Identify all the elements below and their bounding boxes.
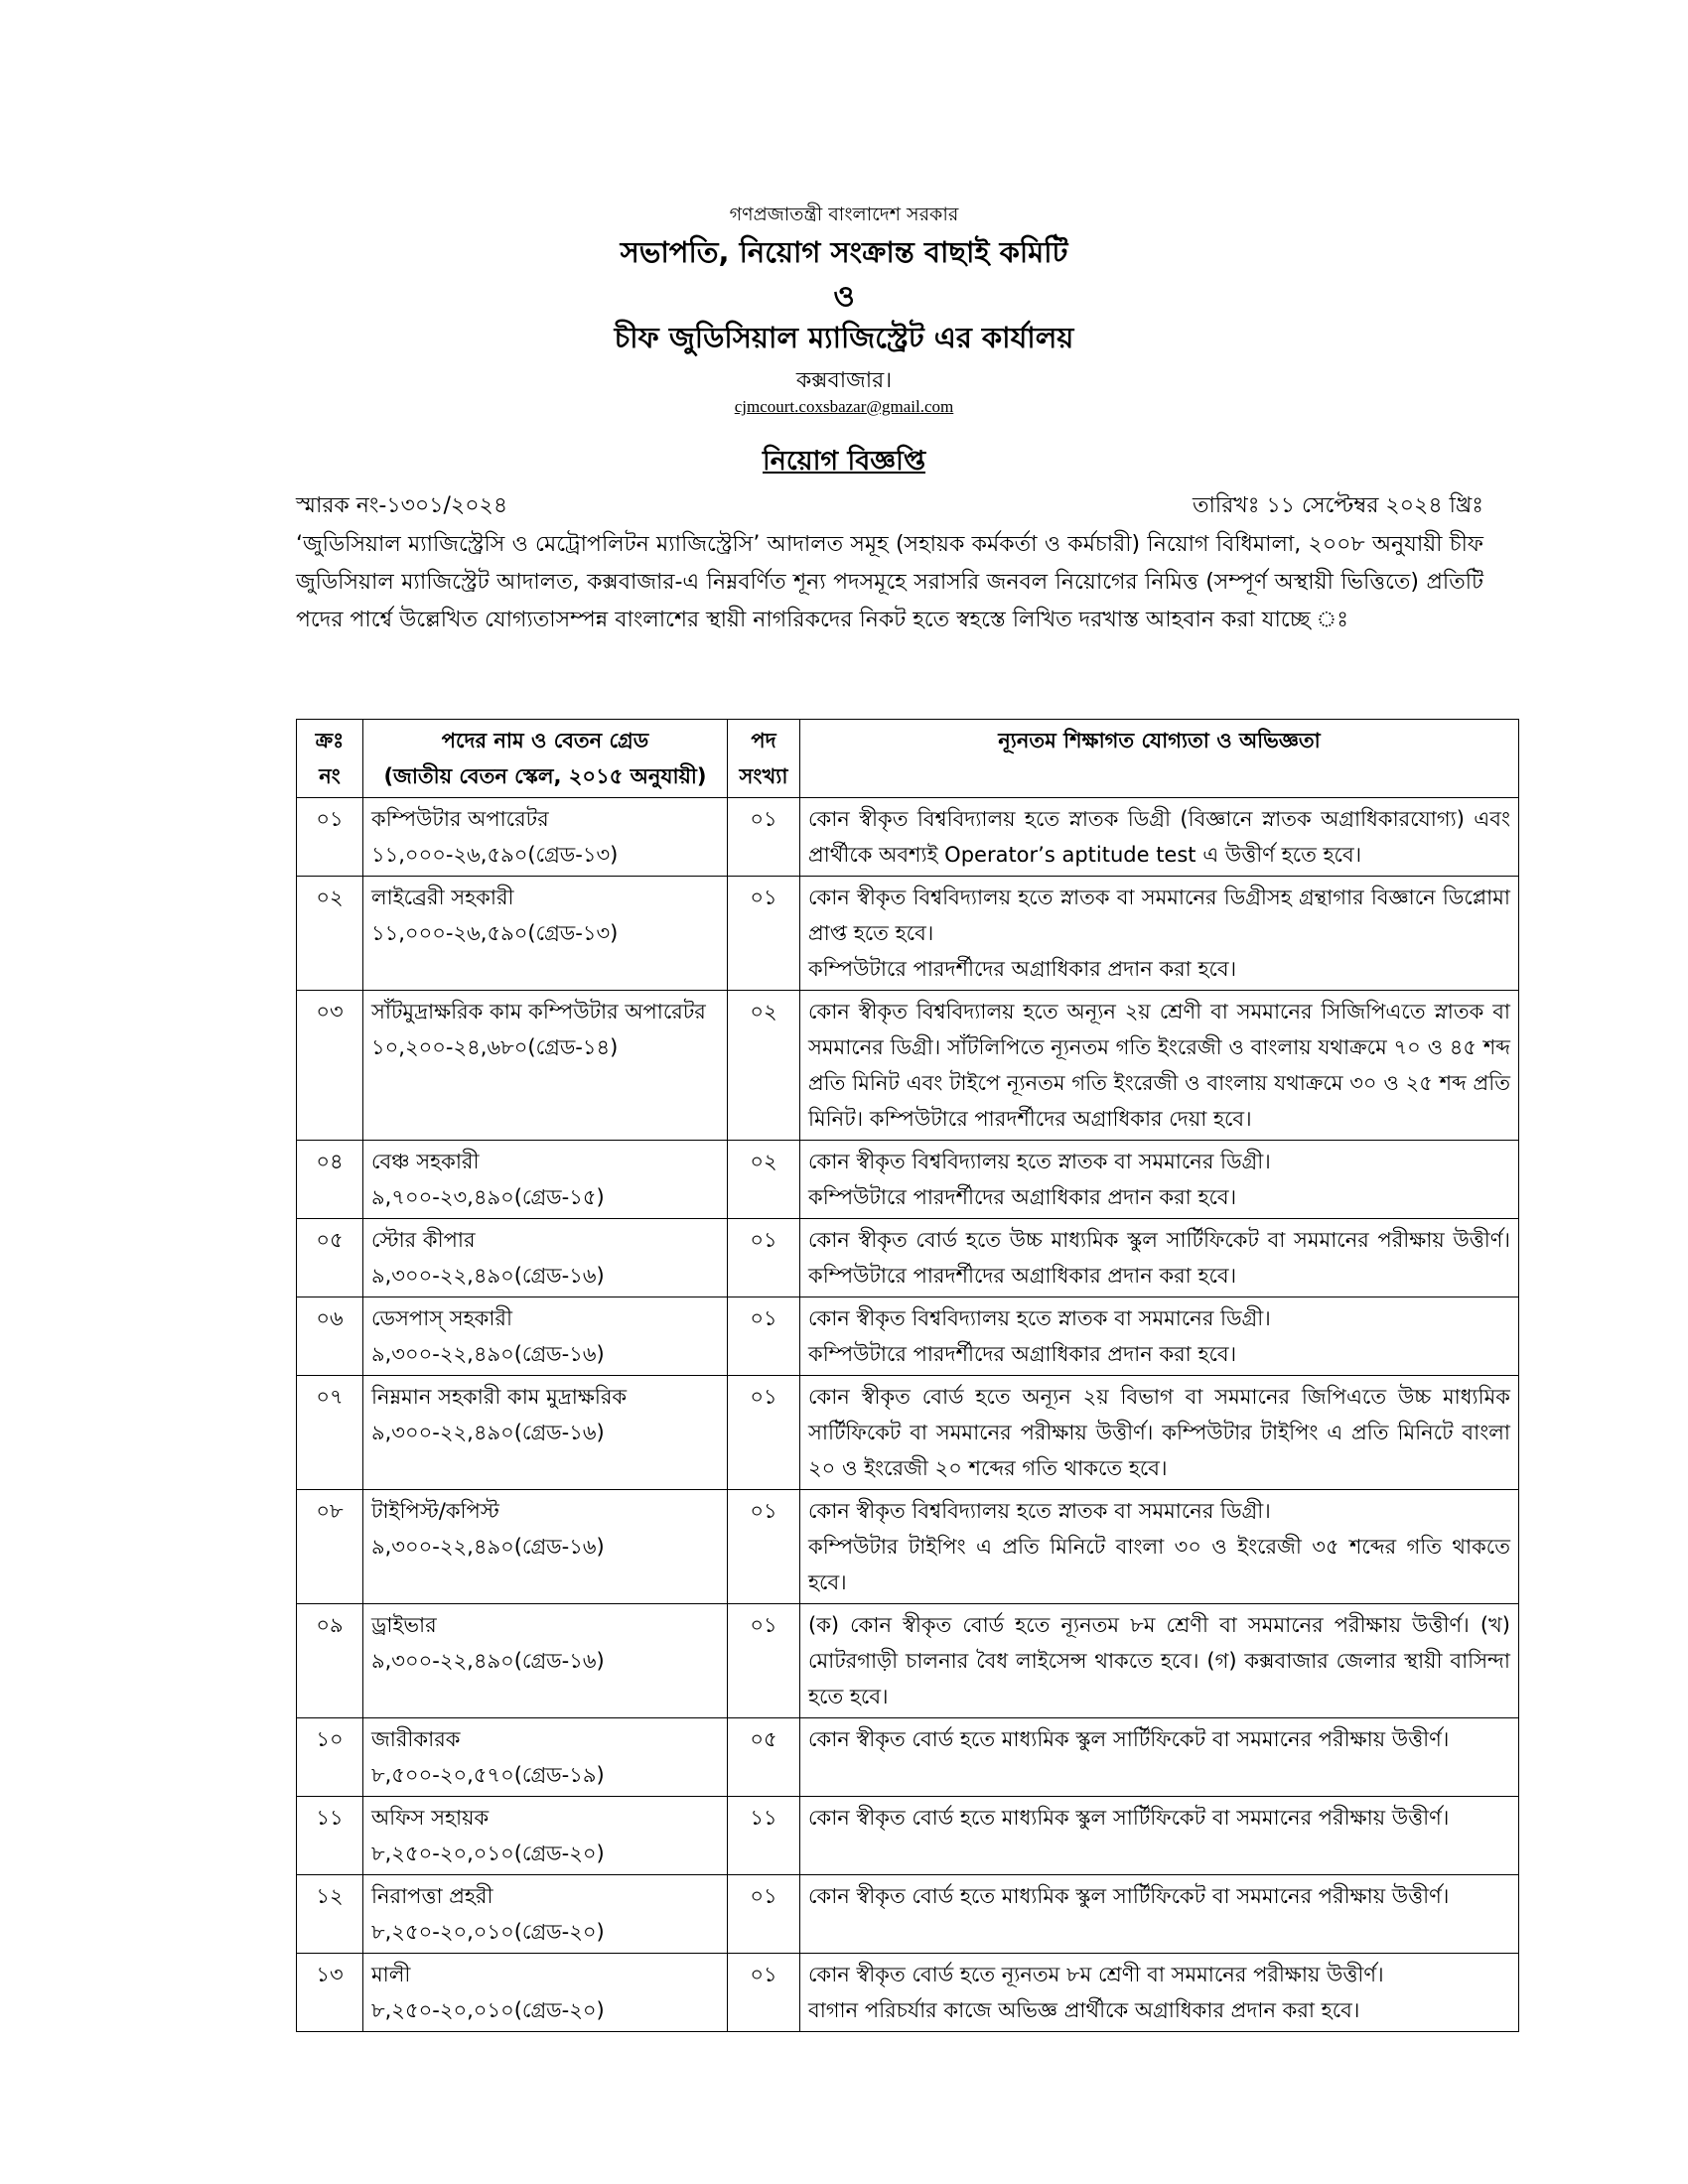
post-name: টাইপিস্ট/কপিস্ট [371,1499,499,1523]
post-count-cell: ০১ [728,798,800,877]
post-count-cell: ০১ [728,877,800,991]
post-cell [363,877,728,991]
qualification-cell [800,1219,1519,1297]
title-conjunction: ও [833,279,855,313]
qualification-text: কম্পিউটারে পারদর্শীদের অগ্রাধিকার প্রদান করা হবে। [808,1185,1237,1209]
table-row [297,877,1519,991]
post-count-cell: ০২ [728,991,800,1141]
serial-cell: ০৫ [297,1219,363,1297]
qualification-cell [800,1376,1519,1490]
post-cell [363,1954,728,2032]
post-name: নিরাপত্তা প্রহরী [371,1884,493,1908]
post-pay-grade: ৮,২৫০-২০,০১০(গ্রেড-২০) [371,1842,605,1865]
office-title: চীফ জুডিসিয়াল ম্যাজিস্ট্রেট এর কার্যালয় [614,321,1074,354]
qualification-cell [800,798,1519,877]
post-count-cell: ০১ [728,1604,800,1718]
header-post-line2: (জাতীয় বেতন স্কেল, ২০১৫ অনুযায়ী) [383,764,707,788]
post-name: অফিস সহায়ক [371,1806,490,1830]
qualification-text: কোন স্বীকৃত বিশ্ববিদ্যালয় হতে স্নাতক বা সমমানের ডিগ্রী। [808,1499,1271,1523]
post-cell [363,1604,728,1718]
serial-cell: ০৯ [297,1604,363,1718]
post-count-cell: ০৫ [728,1718,800,1797]
table-row [297,1141,1519,1219]
post-pay-grade: ৯,৩০০-২২,৪৯০(গ্রেড-১৬) [371,1649,605,1673]
serial-cell: ০৭ [297,1376,363,1490]
qualification-text: (ক) কোন স্বীকৃত বোর্ড হতে ন্যূনতম ৮ম শ্রেণী বা সমমানের পরীক্ষায় উত্তীর্ণ। (খ) মোটরগাড়ী চালনার বৈধ লাইসেন্স থাকতে হবে। (গ) কক্সবাজার জেলার স্থায়ী বাসিন্দা হতে হবে। [808,1613,1510,1708]
header-serial [297,720,363,798]
post-name: বেঞ্চ সহকারী [371,1150,480,1173]
post-cell [363,1490,728,1604]
serial-cell: ০৪ [297,1141,363,1219]
notice-date: তারিখঃ ১১ সেপ্টেম্বর ২০২৪ খ্রিঃ [1193,493,1483,518]
table-row [297,1490,1519,1604]
post-pay-grade: ১১,০০০-২৬,৫৯০(গ্রেড-১৩) [371,921,619,945]
post-cell [363,1376,728,1490]
post-cell [363,1297,728,1376]
post-pay-grade: ৯,৩০০-২২,৪৯০(গ্রেড-১৬) [371,1421,605,1444]
post-name: ডেসপাস্ সহকারী [371,1306,512,1330]
post-pay-grade: ৯,৩০০-২২,৪৯০(গ্রেড-১৬) [371,1535,605,1559]
post-cell [363,1141,728,1219]
qualification-cell [800,877,1519,991]
memo-number: স্মারক নং-১৩০১/২০২৪ [296,493,508,518]
serial-cell: ০২ [297,877,363,991]
post-pay-grade: ৯,৩০০-২২,৪৯০(গ্রেড-১৬) [371,1342,605,1366]
post-pay-grade: ১১,০০০-২৬,৫৯০(গ্রেড-১৩) [371,843,619,867]
post-cell [363,1875,728,1954]
serial-cell: ০১ [297,798,363,877]
header-serial-line2: নং [319,764,341,788]
post-count-cell: ০১ [728,1490,800,1604]
qualification-cell [800,1297,1519,1376]
qualification-text: কোন স্বীকৃত বিশ্ববিদ্যালয় হতে স্নাতক বা সমমানের ডিগ্রী। [808,1306,1271,1330]
qualification-text: কম্পিউটার টাইপিং এ প্রতি মিনিটে বাংলা ৩০ ও ইংরেজী ৩৫ শব্দের গতি থাকতে হবে। [808,1535,1510,1594]
serial-cell: ১০ [297,1718,363,1797]
table-row [297,1604,1519,1718]
post-name: কম্পিউটার অপারেটর [371,807,549,831]
post-count-cell: ০১ [728,1297,800,1376]
post-pay-grade: ৮,২৫০-২০,০১০(গ্রেড-২০) [371,1998,605,2022]
post-count-cell: ০২ [728,1141,800,1219]
table-row [297,798,1519,877]
qualification-text: কোন স্বীকৃত বিশ্ববিদ্যালয় হতে অন্যূন ২য় শ্রেণী বা সমমানের সিজিপিএতে স্নাতক বা সমমানের ডিগ্রী। সাঁটলিপিতে ন্যূনতম গতি ইংরেজী ও বাংলায় যথাক্রমে ৭০ ও ৪৫ শব্দ প্রতি মিনিট এবং টাইপে ন্যূনতম গতি ইংরেজী ও বাংলায় যথাক্রমে ৩০ ও ২৫ শব্দ প্রতি মিনিট। কম্পিউটারে পারদর্শীদের অগ্রাধিকার দেয়া হবে। [808,1000,1510,1131]
posts-table-body [297,798,1519,2032]
office-email[interactable]: cjmcourt.coxsbazar@gmail.com [734,397,954,416]
qualification-text: কম্পিউটারে পারদর্শীদের অগ্রাধিকার প্রদান করা হবে। [808,957,1237,981]
post-pay-grade: ৯,৭০০-২৩,৪৯০(গ্রেড-১৫) [371,1185,605,1209]
post-cell [363,1219,728,1297]
post-cell [363,1718,728,1797]
table-row [297,1718,1519,1797]
table-row [297,1954,1519,2032]
post-cell [363,798,728,877]
post-name: সাঁটমুদ্রাক্ষরিক কাম কম্পিউটার অপারেটর [371,1000,706,1024]
qualification-text: কোন স্বীকৃত বিশ্ববিদ্যালয় হতে স্নাতক বা সমমানের ডিগ্রীসহ গ্রন্থাগার বিজ্ঞানে ডিপ্লোমা প্রাপ্ত হতে হবে। [808,886,1510,945]
post-name: জারীকারক [371,1727,461,1751]
post-name: মালী [371,1963,411,1986]
post-pay-grade: ৮,২৫০-২০,০১০(গ্রেড-২০) [371,1920,605,1944]
qualification-cell [800,1141,1519,1219]
post-count-cell: ০১ [728,1376,800,1490]
qualification-cell [800,1718,1519,1797]
qualification-text: কোন স্বীকৃত বোর্ড হতে মাধ্যমিক স্কুল সার্টিফিকেট বা সমমানের পরীক্ষায় উত্তীর্ণ। [808,1884,1450,1908]
table-row [297,1797,1519,1875]
qualification-text: কোন স্বীকৃত বিশ্ববিদ্যালয় হতে স্নাতক বা সমমানের ডিগ্রী। [808,1150,1271,1173]
header-post-line1: পদের নাম ও বেতন গ্রেড [441,729,649,752]
qualification-cell [800,1954,1519,2032]
table-row [297,991,1519,1141]
post-count-cell: ১১ [728,1797,800,1875]
post-pay-grade: ৮,৫০০-২০,৫৭০(গ্রেড-১৯) [371,1763,605,1787]
qualification-cell [800,1490,1519,1604]
qualification-text: কোন স্বীকৃত বোর্ড হতে অন্যূন ২য় বিভাগ বা সমমানের জিপিএতে উচ্চ মাধ্যমিক সার্টিফিকেট বা সমমানের পরীক্ষায় উত্তীর্ণ। কম্পিউটার টাইপিং এ প্রতি মিনিটে বাংলা ২০ ও ইংরেজী ২০ শব্দের গতি থাকতে হবে। [808,1385,1510,1480]
post-pay-grade: ১০,২০০-২৪,৬৮০(গ্রেড-১৪) [371,1035,619,1059]
header-serial-line1: ক্রঃ [315,729,345,752]
posts-table [296,719,1519,2032]
table-header-row [297,720,1519,798]
post-cell [363,1797,728,1875]
office-city: কক্সবাজার। [795,368,893,393]
intro-paragraph: ‘জুডিসিয়াল ম্যাজিস্ট্রেসি ও মেট্রোপলিটন ম্যাজিস্ট্রেসি’ আদালত সমূহ (সহায়ক কর্মকর্তা ও কর্মচারী) নিয়োগ বিধিমালা, ২০০৮ অনুযায়ী চীফ জুডিসিয়াল ম্যাজিস্ট্রেট আদালত, কক্সবাজার-এ নিম্নবর্ণিত শূন্য পদসমূহে সরাসরি জনবল নিয়োগের নিমিত্ত (সম্পূর্ণ অস্থায়ী ভিত্তিতে) প্রতিটি পদের পার্শ্বে উল্লেখিত যোগ্যতাসম্পন্ন বাংলাশের স্থায়ী নাগরিকদের নিকট হতে স্বহস্তে লিখিত দরখাস্ত আহবান করা যাচ্ছে ঃ [296,532,1483,632]
notice-title-wrap [0,441,1688,485]
qualification-text: কোন স্বীকৃত বোর্ড হতে উচ্চ মাধ্যমিক স্কুল সার্টিফিকেট বা সমমানের পরীক্ষায় উত্তীর্ণ। কম্পিউটারে পারদর্শীদের অগ্রাধিকার প্রদান করা হবে। [808,1228,1510,1288]
post-cell [363,991,728,1141]
serial-cell: ১১ [297,1797,363,1875]
qualification-text: কম্পিউটারে পারদর্শীদের অগ্রাধিকার প্রদান করা হবে। [808,1342,1237,1366]
table-row [297,1875,1519,1954]
serial-cell: ০৮ [297,1490,363,1604]
serial-cell: ১২ [297,1875,363,1954]
post-count-cell: ০১ [728,1219,800,1297]
post-name: লাইব্রেরী সহকারী [371,886,514,909]
notice-title: নিয়োগ বিজ্ঞপ্তি [762,446,926,477]
header-count [728,720,800,798]
table-row [297,1219,1519,1297]
post-count-cell: ০১ [728,1954,800,2032]
header-count-line2: সংখ্যা [739,764,788,788]
qualification-cell [800,1604,1519,1718]
serial-cell: ০৬ [297,1297,363,1376]
qualification-text: কোন স্বীকৃত বোর্ড হতে মাধ্যমিক স্কুল সার্টিফিকেট বা সমমানের পরীক্ষায় উত্তীর্ণ। [808,1727,1450,1751]
post-name: ড্রাইভার [371,1613,437,1637]
qualification-cell [800,1797,1519,1875]
qualification-text: কোন স্বীকৃত বোর্ড হতে ন্যূনতম ৮ম শ্রেণী বা সমমানের পরীক্ষায় উত্তীর্ণ। [808,1963,1384,1986]
qualification-text: কোন স্বীকৃত বিশ্ববিদ্যালয় হতে স্নাতক ডিগ্রী (বিজ্ঞানে স্নাতক অগ্রাধিকারযোগ্য) এবং প্রার্থীকে অবশ্যই Operator’s aptitude test এ উত্তীর্ণ হতে হবে। [808,807,1510,867]
qualification-text: বাগান পরিচর্যার কাজে অভিজ্ঞ প্রার্থীকে অগ্রাধিকার প্রদান করা হবে। [808,1998,1360,2022]
serial-cell: ০৩ [297,991,363,1141]
post-name: নিম্নমান সহকারী কাম মুদ্রাক্ষরিক [371,1385,628,1409]
committee-title: সভাপতি, নিয়োগ সংক্রান্ত বাছাই কমিটি [620,235,1068,269]
header-count-line1: পদ [751,729,776,752]
serial-cell: ১৩ [297,1954,363,2032]
header-post [363,720,728,798]
qualification-text: কোন স্বীকৃত বোর্ড হতে মাধ্যমিক স্কুল সার্টিফিকেট বা সমমানের পরীক্ষায় উত্তীর্ণ। [808,1806,1450,1830]
qualification-cell [800,1875,1519,1954]
header-qualification: ন্যূনতম শিক্ষাগত যোগ্যতা ও অভিজ্ঞতা [800,720,1519,798]
government-line: গণপ্রজাতন্ত্রী বাংলাদেশ সরকার [729,204,959,225]
table-row [297,1376,1519,1490]
qualification-cell [800,991,1519,1141]
post-count-cell: ০১ [728,1875,800,1954]
post-name: স্টোর কীপার [371,1228,476,1252]
post-pay-grade: ৯,৩০০-২২,৪৯০(গ্রেড-১৬) [371,1264,605,1288]
table-row [297,1297,1519,1376]
